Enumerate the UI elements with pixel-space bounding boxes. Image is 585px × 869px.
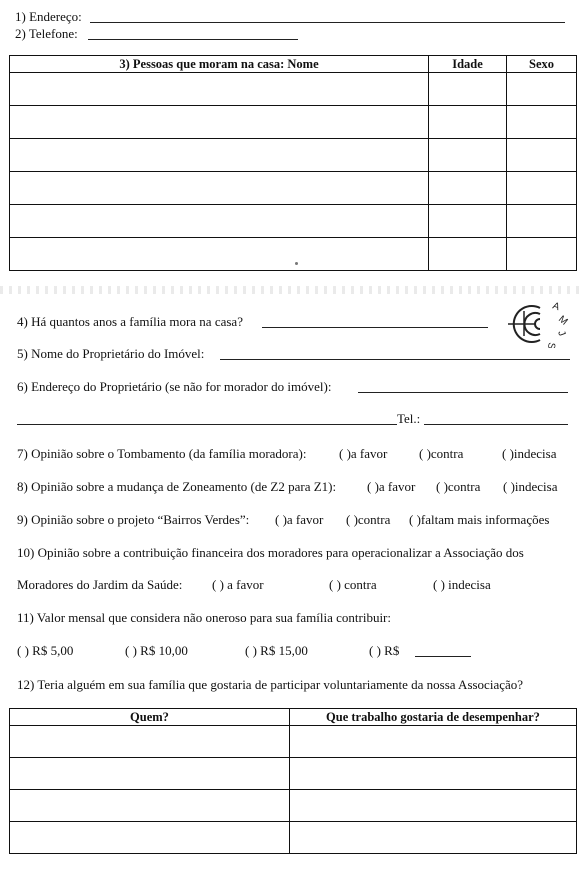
who-cell[interactable] <box>10 790 290 822</box>
age-cell[interactable] <box>429 205 507 238</box>
value-other-checkbox[interactable]: ( ) R$ <box>369 643 400 658</box>
work-cell[interactable] <box>290 758 577 790</box>
heritage-opinion-label: 7) Opinião sobre o Tombamento (da família moradora): <box>17 446 307 461</box>
heritage-undecided-checkbox[interactable]: ( )indecisa <box>502 446 557 461</box>
sex-column-header: Sexo <box>507 56 577 73</box>
contribution-undecided-checkbox[interactable]: ( ) indecisa <box>433 577 491 592</box>
owner-address-label: 6) Endereço do Proprietário (se não for morador do imóvel): <box>17 379 332 394</box>
contribution-favor-checkbox[interactable]: ( ) a favor <box>212 577 264 592</box>
contribution-opinion-label: 10) Opinião sobre a contribuição financeira dos moradores para operacionalizar a Associação dos <box>17 545 524 560</box>
address-label: 1) Endereço: <box>15 9 82 24</box>
zoning-favor-checkbox[interactable]: ( )a favor <box>367 479 416 494</box>
who-column-header: Quem? <box>10 709 290 726</box>
zoning-opinion-label: 8) Opinião sobre a mudança de Zoneamento (de Z2 para Z1): <box>17 479 337 494</box>
contribution-against-checkbox[interactable]: ( ) contra <box>329 577 377 592</box>
phone-field[interactable] <box>88 39 298 40</box>
volunteer-table <box>9 708 577 854</box>
table-row <box>10 726 577 758</box>
name-cell[interactable] <box>10 73 429 106</box>
value-15-checkbox[interactable]: ( ) R$ 15,00 <box>245 643 308 658</box>
owner-tel-label: Tel.: <box>397 411 421 426</box>
value-10-checkbox[interactable]: ( ) R$ 10,00 <box>125 643 188 658</box>
table-row <box>10 822 577 854</box>
owner-address-field[interactable] <box>358 392 568 393</box>
owner-tel-field[interactable] <box>424 424 568 425</box>
table-row <box>10 205 577 238</box>
who-cell[interactable] <box>10 822 290 854</box>
who-cell[interactable] <box>10 726 290 758</box>
volunteer-label: 12) Teria alguém em sua família que gostaria de participar voluntariamente da nossa Associação? <box>17 677 524 692</box>
age-cell[interactable] <box>429 139 507 172</box>
logo-letter-j: J <box>555 329 568 338</box>
name-cell[interactable] <box>10 238 429 271</box>
age-cell[interactable] <box>429 73 507 106</box>
scan-speck <box>295 262 298 265</box>
work-cell[interactable] <box>290 726 577 758</box>
table-row <box>10 73 577 106</box>
table-row <box>10 238 577 271</box>
name-cell[interactable] <box>10 205 429 238</box>
heritage-favor-checkbox[interactable]: ( )a favor <box>339 446 388 461</box>
green-against-checkbox[interactable]: ( )contra <box>346 512 391 527</box>
value-other-field[interactable] <box>415 656 471 657</box>
zoning-undecided-checkbox[interactable]: ( )indecisa <box>503 479 558 494</box>
association-logo <box>506 296 574 348</box>
table-row <box>10 139 577 172</box>
years-in-house-field[interactable] <box>262 327 488 328</box>
sex-cell[interactable] <box>507 238 577 271</box>
age-cell[interactable] <box>429 238 507 271</box>
logo-letter-a: A <box>550 300 562 314</box>
name-cell[interactable] <box>10 139 429 172</box>
zoning-against-checkbox[interactable]: ( )contra <box>436 479 481 494</box>
monthly-value-label: 11) Valor mensal que considera não oneroso para sua família contribuir: <box>17 610 391 625</box>
sex-cell[interactable] <box>507 106 577 139</box>
contribution-opinion-label-2: Moradores do Jardim da Saúde: <box>17 577 183 592</box>
table-row <box>10 172 577 205</box>
sex-cell[interactable] <box>507 139 577 172</box>
age-column-header: Idade <box>429 56 507 73</box>
work-cell[interactable] <box>290 790 577 822</box>
heritage-against-checkbox[interactable]: ( )contra <box>419 446 464 461</box>
address-field[interactable] <box>90 22 565 23</box>
work-column-header: Que trabalho gostaria de desempenhar? <box>290 709 577 726</box>
owner-name-field[interactable] <box>220 359 570 360</box>
sex-cell[interactable] <box>507 172 577 205</box>
sex-cell[interactable] <box>507 73 577 106</box>
age-cell[interactable] <box>429 106 507 139</box>
green-favor-checkbox[interactable]: ( )a favor <box>275 512 324 527</box>
sex-cell[interactable] <box>507 205 577 238</box>
target-icon <box>506 296 574 348</box>
table-row <box>10 106 577 139</box>
owner-name-label: 5) Nome do Proprietário do Imóvel: <box>17 346 205 361</box>
name-cell[interactable] <box>10 106 429 139</box>
scan-fold-line <box>0 286 585 294</box>
green-more-info-checkbox[interactable]: ( )faltam mais informações <box>409 512 550 527</box>
table-row <box>10 758 577 790</box>
years-in-house-label: 4) Há quantos anos a família mora na casa? <box>17 314 243 329</box>
logo-letter-m: M <box>556 313 570 328</box>
phone-label: 2) Telefone: <box>15 26 78 41</box>
household-table <box>9 55 577 271</box>
table-row <box>10 790 577 822</box>
name-cell[interactable] <box>10 172 429 205</box>
name-column-header: 3) Pessoas que moram na casa: Nome <box>10 56 429 73</box>
value-5-checkbox[interactable]: ( ) R$ 5,00 <box>17 643 74 658</box>
who-cell[interactable] <box>10 758 290 790</box>
logo-letter-s: S <box>544 341 557 348</box>
work-cell[interactable] <box>290 822 577 854</box>
owner-address-field-2[interactable] <box>17 424 397 425</box>
age-cell[interactable] <box>429 172 507 205</box>
green-project-label: 9) Opinião sobre o projeto “Bairros Verdes”: <box>17 512 250 527</box>
